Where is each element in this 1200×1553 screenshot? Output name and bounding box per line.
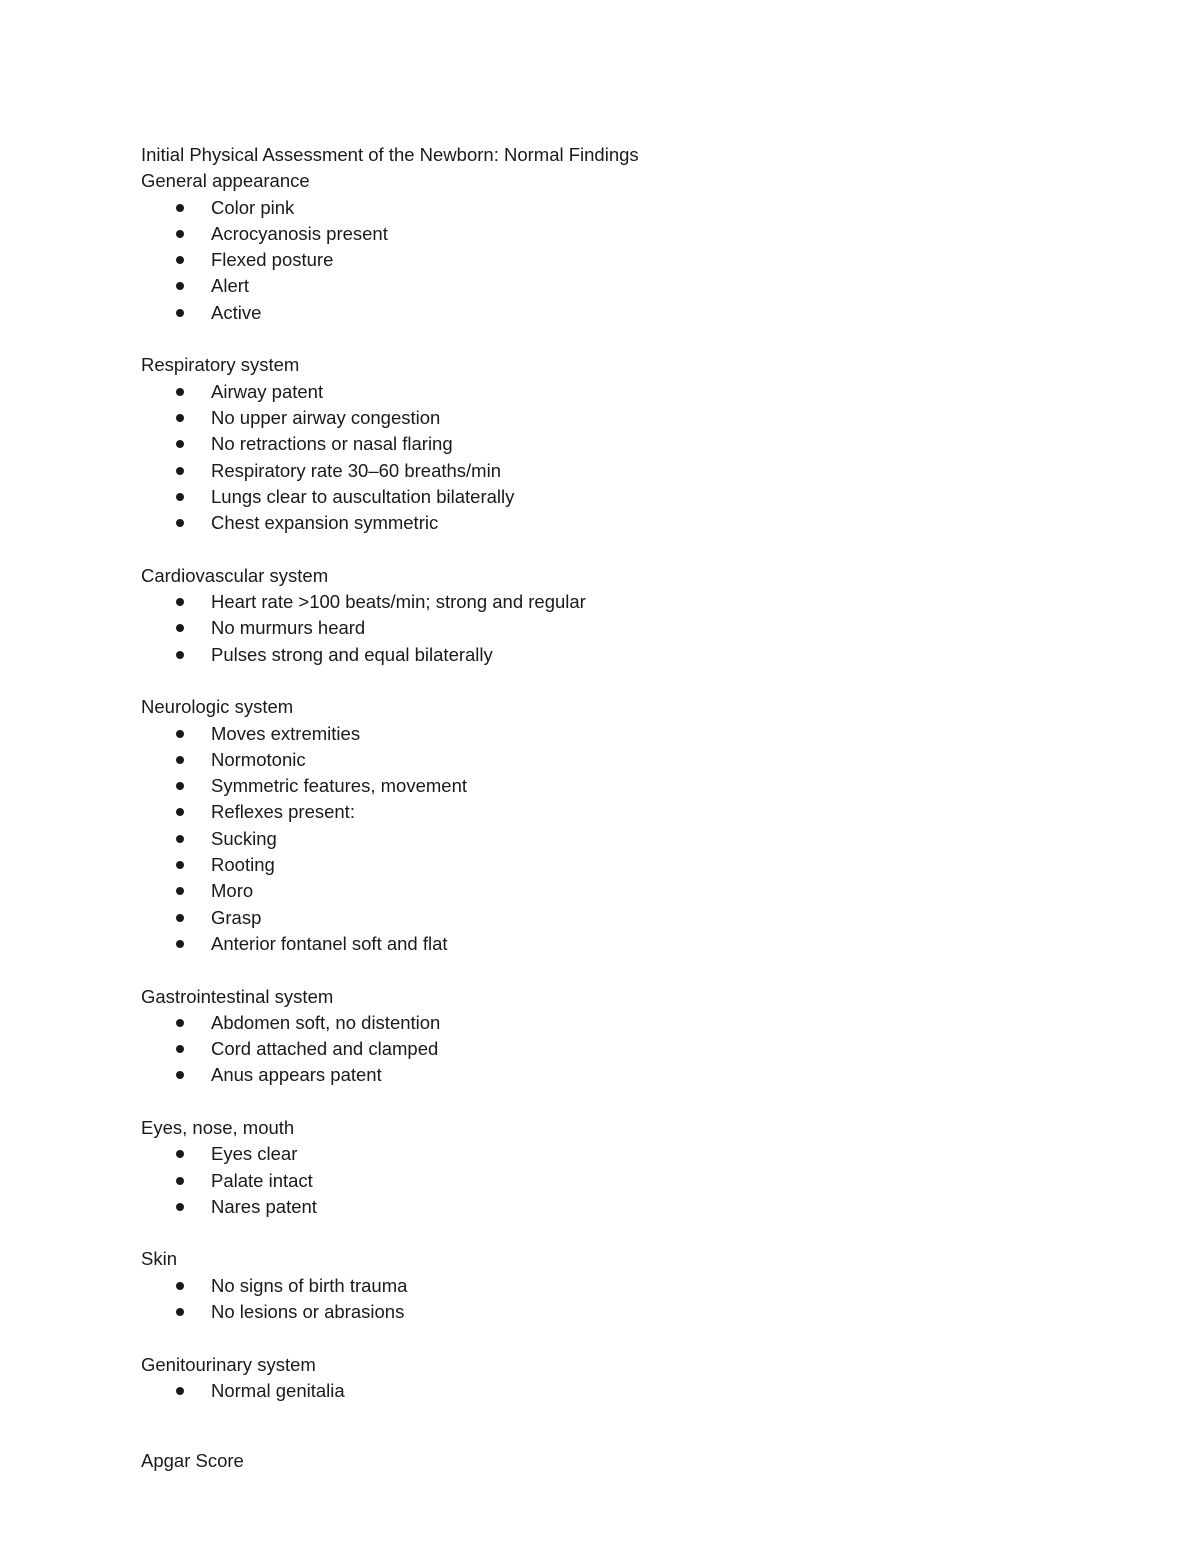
list-item	[141, 405, 1141, 431]
bullet-list	[141, 1378, 1141, 1404]
bullet-icon	[176, 1387, 184, 1395]
list-item	[141, 431, 1141, 457]
bullet-icon	[176, 467, 184, 475]
list-item	[141, 721, 1141, 747]
list-item	[141, 1036, 1141, 1062]
list-item-text: Reflexes present:	[211, 801, 355, 823]
list-item	[141, 273, 1141, 299]
list-item-text: No upper airway congestion	[211, 406, 441, 428]
list-item	[141, 1062, 1141, 1088]
bullet-icon	[176, 1282, 184, 1290]
bullet-icon	[176, 835, 184, 843]
section-cardiovascular-system	[141, 563, 1141, 668]
bullet-icon	[176, 414, 184, 422]
list-item-text: Abdomen soft, no distention	[211, 1011, 441, 1033]
bullet-icon	[176, 1308, 184, 1316]
section-heading: Genitourinary system	[141, 1353, 316, 1375]
section-heading: Cardiovascular system	[141, 564, 329, 586]
bullet-icon	[176, 940, 184, 948]
list-item	[141, 247, 1141, 273]
list-item-text: Anus appears patent	[211, 1064, 382, 1086]
section-neurologic-system	[141, 694, 1141, 957]
list-item	[141, 1273, 1141, 1299]
list-item-text: Heart rate >100 beats/min; strong and regular	[211, 591, 586, 613]
list-item	[141, 221, 1141, 247]
section-genitourinary-system	[141, 1352, 1141, 1405]
bullet-list	[141, 195, 1141, 326]
list-item-text: Flexed posture	[211, 249, 334, 271]
bullet-icon	[176, 1071, 184, 1079]
list-item-text: Acrocyanosis present	[211, 222, 388, 244]
bullet-icon	[176, 651, 184, 659]
bullet-icon	[176, 256, 184, 264]
section-general-appearance	[141, 168, 1141, 326]
list-item	[141, 1010, 1141, 1036]
bullet-icon	[176, 1203, 184, 1211]
section-heading: Gastrointestinal system	[141, 985, 334, 1007]
page-title: Initial Physical Assessment of the Newborn: Normal Findings	[141, 144, 639, 165]
list-item	[141, 852, 1141, 878]
list-item-text: No murmurs heard	[211, 617, 366, 639]
list-item	[141, 642, 1141, 668]
bullet-icon	[176, 204, 184, 212]
list-item-text: Moves extremities	[211, 722, 361, 744]
bullet-list	[141, 1010, 1141, 1089]
list-item-text: Color pink	[211, 196, 295, 218]
section-respiratory-system	[141, 352, 1141, 536]
list-item	[141, 826, 1141, 852]
list-item-text: Lungs clear to auscultation bilaterally	[211, 485, 515, 507]
list-item-text: No retractions or nasal flaring	[211, 433, 453, 455]
list-item	[141, 1299, 1141, 1325]
section-heading: Neurologic system	[141, 696, 294, 718]
bullet-icon	[176, 598, 184, 606]
section-skin	[141, 1246, 1141, 1325]
bullet-list	[141, 1141, 1141, 1220]
bullet-icon	[176, 230, 184, 238]
document-content	[141, 142, 1141, 1475]
bullet-list	[141, 721, 1141, 958]
bullet-icon	[176, 887, 184, 895]
list-item-text: Chest expansion symmetric	[211, 512, 439, 534]
list-item	[141, 1378, 1141, 1404]
bullet-icon	[176, 282, 184, 290]
bullet-icon	[176, 1150, 184, 1158]
list-item-text: Airway patent	[211, 380, 324, 402]
list-item-text: Symmetric features, movement	[211, 775, 467, 797]
list-item-text: Normotonic	[211, 748, 306, 770]
list-item	[141, 1168, 1141, 1194]
list-item	[141, 931, 1141, 957]
bullet-icon	[176, 756, 184, 764]
bullet-icon	[176, 493, 184, 501]
list-item	[141, 510, 1141, 536]
list-item	[141, 379, 1141, 405]
bullet-icon	[176, 1045, 184, 1053]
list-item	[141, 799, 1141, 825]
list-item-text: Respiratory rate 30–60 breaths/min	[211, 459, 501, 481]
section-gastrointestinal-system	[141, 984, 1141, 1089]
list-item-text: Cord attached and clamped	[211, 1038, 439, 1060]
list-item-text: Normal genitalia	[211, 1379, 345, 1401]
list-item	[141, 747, 1141, 773]
list-item-text: Sucking	[211, 827, 277, 849]
list-item-text: Active	[211, 301, 262, 323]
bullet-icon	[176, 861, 184, 869]
list-item-text: Moro	[211, 880, 254, 902]
section-heading: General appearance	[141, 170, 310, 192]
bullet-list	[141, 379, 1141, 537]
bullet-icon	[176, 808, 184, 816]
section-heading: Respiratory system	[141, 354, 300, 376]
section-heading: Skin	[141, 1248, 177, 1270]
list-item	[141, 589, 1141, 615]
bullet-list	[141, 589, 1141, 668]
bullet-icon	[176, 440, 184, 448]
bullet-icon	[176, 1019, 184, 1027]
bullet-icon	[176, 1177, 184, 1185]
bullet-icon	[176, 519, 184, 527]
bullet-icon	[176, 782, 184, 790]
bullet-icon	[176, 624, 184, 632]
list-item-text: Alert	[211, 275, 250, 297]
section-heading: Eyes, nose, mouth	[141, 1116, 295, 1138]
bullet-icon	[176, 309, 184, 317]
bullet-icon	[176, 730, 184, 738]
list-item	[141, 905, 1141, 931]
list-item	[141, 1194, 1141, 1220]
list-item-text: Eyes clear	[211, 1143, 298, 1165]
section-eyes-nose-mouth	[141, 1115, 1141, 1220]
list-item	[141, 615, 1141, 641]
list-item	[141, 300, 1141, 326]
list-item-text: Anterior fontanel soft and flat	[211, 932, 448, 954]
apgar-score-heading: Apgar Score	[141, 1450, 244, 1472]
list-item	[141, 773, 1141, 799]
bullet-icon	[176, 914, 184, 922]
list-item-text: Pulses strong and equal bilaterally	[211, 643, 493, 665]
bullet-icon	[176, 388, 184, 396]
list-item-text: No signs of birth trauma	[211, 1274, 408, 1296]
list-item-text: No lesions or abrasions	[211, 1301, 405, 1323]
bullet-list	[141, 1273, 1141, 1326]
list-item-text: Grasp	[211, 906, 262, 928]
list-item	[141, 484, 1141, 510]
list-item-text: Palate intact	[211, 1169, 313, 1191]
list-item-text: Rooting	[211, 854, 275, 876]
list-item	[141, 458, 1141, 484]
list-item	[141, 1141, 1141, 1167]
list-item	[141, 195, 1141, 221]
list-item	[141, 878, 1141, 904]
list-item-text: Nares patent	[211, 1195, 317, 1217]
